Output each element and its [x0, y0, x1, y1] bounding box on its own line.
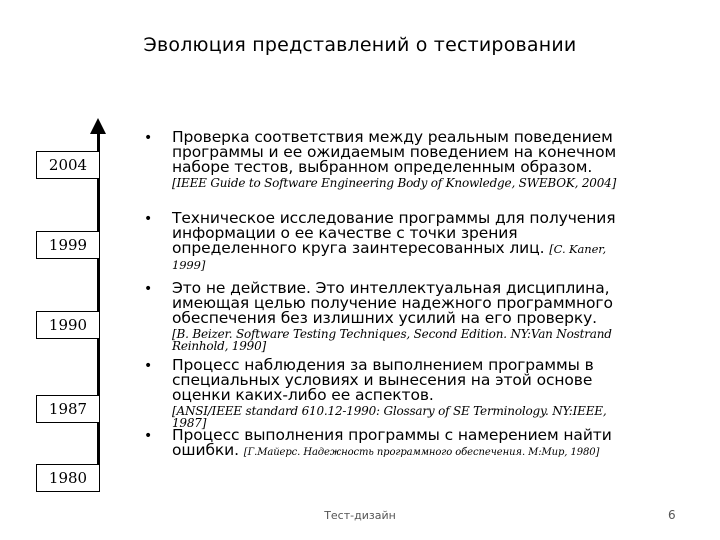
definition-text-body: Техническое исследование программы для получения информации о ее качестве с точки зрения определенного круга заинтересованных лиц. — [172, 209, 616, 257]
definition-reference: [C. Kaner, 1999] — [172, 242, 607, 272]
bullet-icon: • — [144, 211, 153, 227]
definition-reference: [ANSI/IEEE standard 610.12-1990: Glossary of SE Terminology. NY:IEEE, 1987] — [172, 404, 607, 430]
definition-reference: [IEEE Guide to Software Engineering Body of Knowledge, SWEBOK, 2004] — [172, 176, 617, 190]
year-label-2004: 2004 — [36, 151, 100, 179]
definition-item — [144, 128, 642, 190]
bullet-icon: • — [144, 358, 153, 374]
arrow-up-icon — [90, 118, 106, 134]
bullet-icon: • — [144, 281, 153, 297]
definition-item — [144, 426, 642, 460]
definition-reference: [B. Beizer. Software Testing Techniques, Second Edition. NY:Van Nostrand Reinhold, 1990] — [172, 327, 612, 353]
year-label-1980: 1980 — [36, 464, 100, 492]
definition-item — [144, 356, 642, 430]
definition-text — [172, 211, 642, 273]
year-label-1990: 1990 — [36, 311, 100, 339]
definition-text: Проверка соответствия между реальным поведением программы и ее ожидаемым поведением на конечном наборе тестов, выбранном определенным образом. — [172, 128, 617, 176]
slide-footer: Тест-дизайн — [324, 509, 396, 522]
slide-title: Эволюция представлений о тестировании — [143, 34, 577, 56]
year-label-1987: 1987 — [36, 395, 100, 423]
definition-item — [144, 279, 642, 353]
year-label-1999: 1999 — [36, 231, 100, 259]
bullet-icon: • — [144, 428, 153, 444]
definition-text: Это не действие. Это интеллектуальная дисциплина, имеющая целью получение надежного программного обеспечения без излишних усилий на его проверку. — [172, 279, 613, 327]
bullet-icon: • — [144, 130, 153, 146]
definition-text: Процесс наблюдения за выполнением программы в специальных условиях и вынесения на этой основе оценки каких-либо ее аспектов. — [172, 356, 594, 404]
definition-reference: [Г.Майерс. Надежность программного обеспечения. М:Мир, 1980] — [243, 447, 600, 458]
page-number: 6 — [668, 508, 676, 522]
definition-text-body: Процесс выполнения программы с намерением найти ошибки. — [172, 426, 612, 459]
definition-item — [144, 209, 642, 273]
definition-text — [172, 428, 642, 460]
